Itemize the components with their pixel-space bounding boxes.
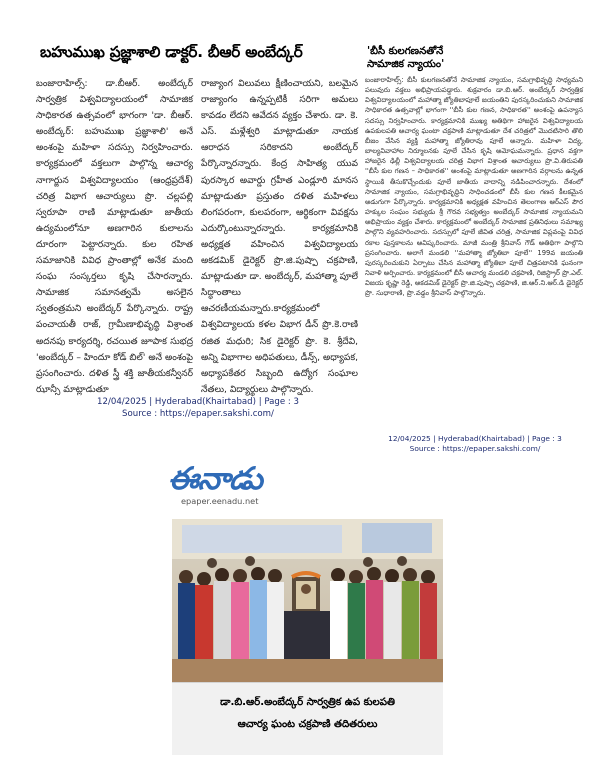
- eenadu-logo-url: epaper.eenadu.net: [181, 496, 259, 506]
- right-article-body-text: బంజారాహిల్స్: బీసీ కులగణనతోనే సామాజిక న్యాయం, సమగ్రాభివృద్ధి సాధ్యమని పలువురు వక్తలు అభిప్రాయపడ్డారు. శుక్రవారం డా.బి.ఆర్. అంబేద్కర్ సార్వత్రిక విశ్వవిద్యాలయంలో మహాత్మా జ్యోతిబాపూలే జయంతిని పురస్కరించుకుని సామాజిక సాధికారత ఉత్సవాల్లో భాగంగా ''బీసీ కుల గణన, సాధికారత'' అంశంపై ఉపన్యాస సదస్సు నిర్వహించారు. కార్యక్రమానికి ముఖ్య అతిథిగా హాజరైన విశ్వవిద్యాలయ ఉపకులపతి ఆచార్య ఘంటా చక్రపాణి మాట్లాడుతూ దేశ చరిత్రలో మొదటిసారి తొలి బీజం వేసిన వ్యక్తి మహాత్మా జ్యోతిరావు పూలే అన్నారు. మహిళా విద్య, బాల్యవివాహాల నిర్మూలనకు పూలే చేసిన కృషి అమోఘమన్నారు. ప్రధాన వక్తగా హాజరైన ఢిల్లీ విశ్వవిద్యాలయ చరిత్ర విభాగ విశ్రాంత ఆచార్యులు ప్రొ.వి.తిరుపతి ''బీసీ కుల గణన – సాధికారత'' అంశంపై మాట్లాడుతూ అణగారిన వర్గాలను ఉన్నత స్థాయికి తీసుకొచ్చేందుకు పూలే జాతీయ వాదాన్ని నడిపించారన్నారు. దేశంలో సామాజిక న్యాయం, సమగ్రాభివృద్ధిని సాధించడంలో బీసీ కుల గణన కీలకమైన అడుగుగా పేర్కొన్నారు. కార్యక్రమానికి అధ్యక్షత వహించిన తెలంగాణ ఆర్‌ఎస్‌ పౌర హక్కుల సంఘం సభ్యుడు శ్రీ గౌరవ సభ్యత్వం అంబేద్కర్ సామాజిక న్యాయమని అభిప్రాయం వ్యక్తం చేశారు. కార్యక్రమంలో అంబేద్కర్ సామాజిక ప్రతినిధులు సమాఖ్య పాల్గొని వ్యవహరించారు. సదస్సులో పూలే జీవిత చరిత్ర, సామాజిక విప్లవంపై వివిధ రకాల పుస్తకాలను ఆవిష్కరించారు. మాజీ మంత్రి శ్రీనివాస్ గౌడ్ అతిథిగా పాల్గొని ప్రసంగించారు. అలాగే మండలి ''మహాత్మా జ్యోతిబా పూలే'' 199వ జయంతి పురస్కరించుకుని ఏర్పాటు చేసిన మహాత్మా జ్యోతిబా పూలే చిత్రపటానికి ఘనంగా నివాళి అర్పించారు. కార్యక్రమంలో బీసీ ఆచార్య మండలి చక్రపాణి, రిజిస్ట్రార్ ప్రొ.ఎల్. విజయ కృష్ణా రెడ్డి, అకడమిక్ డైరెక్టర్ ప్రొ.జి.పుష్పా చక్రపాణి, జి.ఆర్.ని.ఆర్.డి డైరెక్టర్ ప్రొ. సుధారాణి, ప్రొ.వడ్డం శ్రీనివాస్ పాల్గొన్నారు.: [365, 76, 583, 298]
- event-group-photo-illustration: [172, 519, 443, 686]
- right-article-title: [367, 45, 589, 71]
- right-article-source-footer: [370, 434, 580, 454]
- right-article-body: [365, 75, 589, 298]
- right-article-title-line-2: సామాజిక న్యాయం': [367, 59, 445, 70]
- right-footer-source-link[interactable]: Source : https://epaper.sakshi.com/: [409, 444, 541, 453]
- left-footer-date-line: 12/04/2025 | Hyderabad(Khairtabad) | Page : 3: [97, 397, 299, 407]
- right-article: [365, 45, 589, 298]
- left-article: [36, 43, 358, 398]
- left-article-title: బహుముఖ ప్రజ్ఞాశాలి డాక్టర్. బీఆర్ అంబేద్కర్: [40, 43, 303, 61]
- left-article-source-footer: [88, 396, 308, 420]
- photo-caption-line-1: డా.బి.ఆర్.అంబేద్కర్ సార్వత్రిక ఉప కులపతి: [220, 697, 395, 708]
- left-article-column-1: [36, 76, 193, 398]
- left-article-column-1-text: బంజారాహిల్స్: డా.బీఆర్. అంబేద్కర్ సార్వత్రిక విశ్వవిద్యాలయంలో సామాజిక సాధికారత ఉత్సవంలో భాగంగా 'డా. బీఆర్. అంబేద్కర్: బహుముఖ ప్రజ్ఞాశాలి' అనే అంశంపై మహిళా సదస్సు నిర్వహించారు. కార్యక్రమంలో వక్తలుగా పాల్గొన్న ఆచార్య నాగార్జున విశ్వవిద్యాలయం (ఆంధ్రప్రదేశ్) చరిత్ర విభాగ ఆచార్యులు ప్రొ. చల్లపల్లి స్వరూపా రాణి మాట్లాడుతూ జాతీయ ఉద్యమంలోనూ అణగారిన కులాలను దూరంగా పెట్టారన్నారు. కుల రహిత సమాజానికి వివిధ ప్రాంతాల్లో అనేక మంది సంఘ సంస్కర్తలు కృషి చేసారన్నారు. సామాజిక సమానత్వమే అసలైన స్వతంత్రమని అంబేద్కర్ పేర్కొన్నారు. రాష్ట్ర పంచాయతీ రాజ్, గ్రామీణాభివృద్ధి విశ్రాంత అదనపు కార్యదర్శి, రచయిత జూపాక సుభద్ర 'అంబేద్కర్ – హిందూ కోడ్ బిల్' అనే అంశంపై ప్రసంగించారు. దళిత స్త్రీ శక్తి జాతీయకన్వీనర్ ఝాన్సీ మాట్లాడుతూ: [36, 79, 193, 395]
- photo-caption-line-2: ఆచార్య ఘంట చక్రపాణి తదితరులు: [237, 719, 378, 730]
- left-article-columns: [36, 76, 358, 398]
- right-article-title-line-1: 'బీసీ కులగణనతోనే: [367, 46, 444, 57]
- left-article-column-2: [201, 76, 358, 398]
- left-article-column-2-text: రాజ్యాంగ విలువలు క్షీణించాయని, బలమైన రాజ్యాంగం ఉన్నప్పటికీ సరిగా అమలు కావడం లేదని ఆవేదన వ్యక్తం చేశారు. డా. కె. ఎస్. మళ్లేశ్వరి మాట్లాడుతూ నాయక ఆరాధన సరికాదని అంబేద్కర్ పేర్కొన్నారన్నారు. కేంద్ర సాహిత్య యువ పురస్కార అవార్డు గ్రహీత ఎండ్లూరి మానస మాట్లాడుతూ ప్రస్తుతం దళిత మహిళలు లింగపరంగా, కులపరంగా, ఆర్థికంగా వివక్షను ఎదుర్కొంటున్నారన్నారు. కార్యక్రమానికి అధ్యక్షత వహించిన విశ్వవిద్యాలయ అకడమిక్ డైరెక్టర్ ప్రొ.జి.పుష్పా చక్రపాణి, మాట్లాడుతూ డా. అంబేద్కర్, మహాత్మా పూలే సిద్ధాంతాలు ఆచరణీయమన్నారు.కార్యక్రమంలో విశ్వవిద్యాలయ కళల విభాగ డీన్ ప్రొ.కె.రాణి రజిత మధురి; సిక డైరెక్టర్ ప్రొ. కె. శ్రీదేవి, అన్ని విభాగాల అధిపతులు, డీన్స్, అధ్యాపక, అధ్యాపకేతర సిబ్బంది ఉద్యోగ సంఘాల నేతలు, విద్యార్థులు పాల్గొన్నారు.: [201, 79, 358, 395]
- left-footer-source-link[interactable]: Source : https://epaper.sakshi.com/: [122, 409, 274, 419]
- photo-caption: [172, 682, 443, 755]
- eenadu-logo-wordmark: ఈనాడు: [168, 461, 262, 497]
- eenadu-logo: [168, 462, 268, 508]
- right-footer-date-line: 12/04/2025 | Hyderabad(Khairtabad) | Page : 3: [388, 434, 562, 443]
- event-group-photo: [172, 519, 443, 686]
